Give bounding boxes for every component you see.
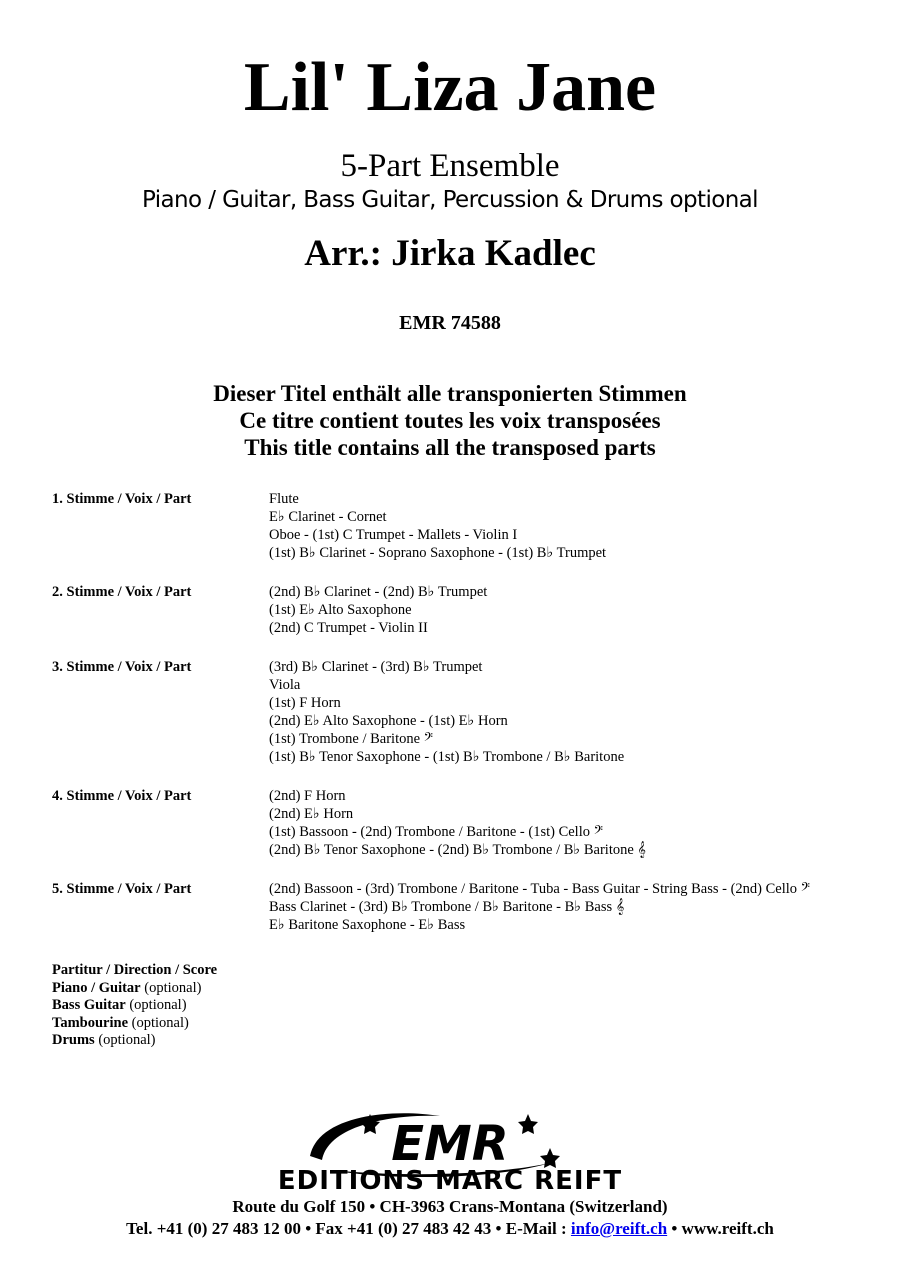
logo-text: EMR xyxy=(391,1116,509,1172)
extra-name: Drums xyxy=(52,1032,95,1048)
notice-english: This title contains all the transposed parts xyxy=(244,435,656,460)
instrument-line: (1st) F Horn xyxy=(269,695,341,711)
instrument-line: (2nd) F Horn xyxy=(269,788,346,804)
part-label: 1. Stimme / Voix / Part xyxy=(52,491,192,507)
parts-list xyxy=(52,490,872,934)
extra-note: (optional) xyxy=(140,979,202,996)
publisher-contact xyxy=(0,1218,900,1240)
part-group-3 xyxy=(52,658,872,787)
part-instruments xyxy=(269,787,872,859)
instrument-line: E♭ Clarinet - Cornet xyxy=(269,509,387,525)
part-group-2 xyxy=(52,583,872,658)
extra-item xyxy=(52,997,217,1015)
extra-item xyxy=(52,962,217,980)
extra-note: (optional) xyxy=(128,1014,189,1031)
instrument-line: (3rd) B♭ Clarinet - (3rd) B♭ Trumpet xyxy=(269,659,483,675)
instrument-line: (2nd) E♭ Alto Saxophone - (1st) E♭ Horn xyxy=(269,713,508,729)
part-instruments xyxy=(269,490,872,562)
contact-phone-fax: Tel. +41 (0) 27 483 12 00 • Fax +41 (0) 27 483 42 43 • E-Mail : xyxy=(126,1219,571,1238)
instrument-line: (2nd) Bassoon - (3rd) Trombone / Baritone - Tuba - Bass Guitar - String Bass - (2nd) Cello 𝄢 xyxy=(269,881,810,897)
extra-name: Partitur / Direction / Score xyxy=(52,962,218,978)
extra-item xyxy=(52,980,217,998)
extra-item xyxy=(52,1032,217,1050)
ensemble-subtitle: 5-Part Ensemble xyxy=(340,148,560,184)
instrument-line: (1st) E♭ Alto Saxophone xyxy=(269,602,412,618)
publisher-name: EDITIONS MARC REIFT xyxy=(277,1166,623,1196)
instrument-line: (1st) Bassoon - (2nd) Trombone / Baritone - (1st) Cello 𝄢 xyxy=(269,824,603,840)
instrumentation-line: Piano / Guitar, Bass Guitar, Percussion & Drums optional xyxy=(142,187,758,213)
catalog-number: EMR 74588 xyxy=(399,312,501,334)
part-label: 5. Stimme / Voix / Part xyxy=(52,881,192,897)
extra-name: Bass Guitar xyxy=(52,997,126,1013)
part-instruments xyxy=(269,658,872,766)
extra-name: Tambourine xyxy=(52,1014,129,1031)
part-group-4 xyxy=(52,787,872,880)
instrument-line: (1st) Trombone / Baritone 𝄢 xyxy=(269,731,433,747)
instrument-line: (2nd) B♭ Clarinet - (2nd) B♭ Trumpet xyxy=(269,584,488,600)
instrument-line: (1st) B♭ Clarinet - Soprano Saxophone - (1st) B♭ Trumpet xyxy=(269,545,607,561)
notice-german: Dieser Titel enthält alle transponierten Stimmen xyxy=(213,381,687,406)
notice-french: Ce titre contient toutes les voix transposées xyxy=(239,408,661,433)
extra-note: (optional) xyxy=(125,997,187,1013)
instrument-line: (1st) B♭ Tenor Saxophone - (1st) B♭ Trombone / B♭ Baritone xyxy=(269,749,625,765)
part-group-5 xyxy=(52,880,872,934)
instrument-line: Oboe - (1st) C Trumpet - Mallets - Violin I xyxy=(269,527,518,543)
instrument-line: Flute xyxy=(269,491,299,507)
part-instruments xyxy=(269,583,872,637)
optional-parts-list xyxy=(52,962,217,1050)
score-title: Lil' Liza Jane xyxy=(243,49,657,126)
part-instruments xyxy=(269,880,872,934)
contact-website: • www.reift.ch xyxy=(667,1219,774,1238)
email-link[interactable]: info@reift.ch xyxy=(570,1219,668,1238)
part-label: 2. Stimme / Voix / Part xyxy=(52,584,192,600)
arranger-credit: Arr.: Jirka Kadlec xyxy=(304,233,596,274)
part-label: 3. Stimme / Voix / Part xyxy=(52,659,192,675)
instrument-line: (2nd) B♭ Tenor Saxophone - (2nd) B♭ Trombone / B♭ Baritone 𝄞 xyxy=(269,842,646,858)
instrument-line: Bass Clarinet - (3rd) B♭ Trombone / B♭ Baritone - B♭ Bass 𝄞 xyxy=(269,899,625,915)
part-label: 4. Stimme / Voix / Part xyxy=(52,788,192,804)
part-group-1 xyxy=(52,490,872,583)
extra-note: (optional) xyxy=(94,1032,156,1048)
publisher-address: Route du Golf 150 • CH-3963 Crans-Montana (Switzerland) xyxy=(232,1197,668,1216)
instrument-line: E♭ Baritone Saxophone - E♭ Bass xyxy=(269,917,466,933)
instrument-line: (2nd) C Trumpet - Violin II xyxy=(269,620,428,636)
extra-item xyxy=(52,1015,217,1033)
extra-name: Piano / Guitar xyxy=(52,979,141,996)
instrument-line: Viola xyxy=(269,677,301,693)
transposed-parts-notice xyxy=(0,380,900,461)
instrument-line: (2nd) E♭ Horn xyxy=(269,806,354,822)
